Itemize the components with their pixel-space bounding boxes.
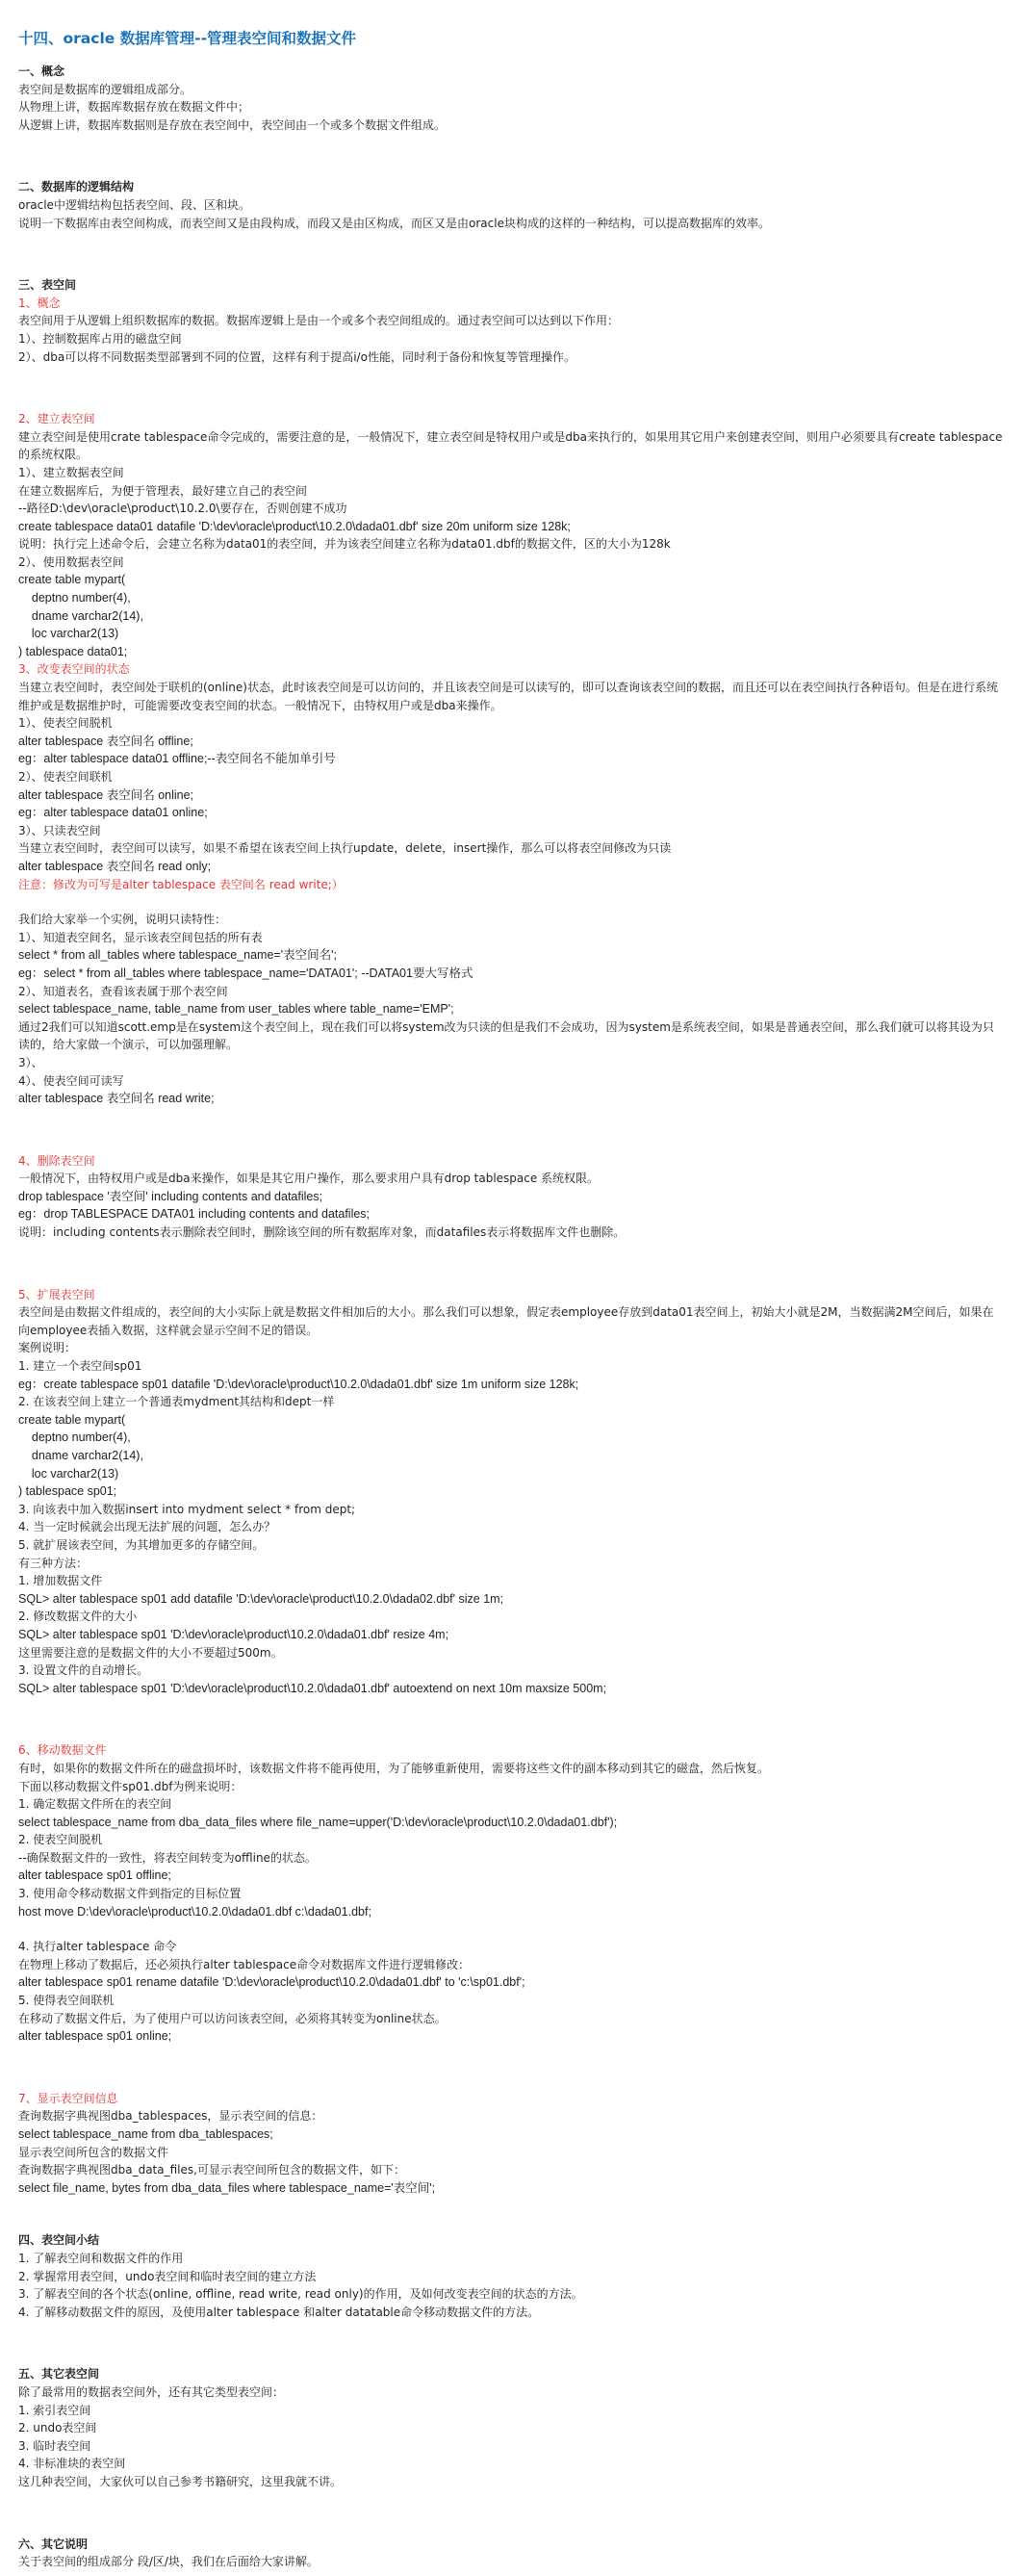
spacer [18, 2046, 1005, 2090]
subsection-heading: 6、移动数据文件 [18, 1743, 107, 1758]
subsection-change-state [18, 660, 1005, 1107]
subsection-body [18, 2107, 1005, 2197]
section-concept [18, 63, 1005, 134]
note-text: 注意：修改为可写是alter tablespace 表空间名 read write;） [18, 877, 344, 891]
subsection-body [18, 1760, 1005, 1920]
spacer [18, 1697, 1005, 1741]
text-line: select tablespace_name from dba_data_files where file_name=upper('D:\dev\oracle\product\10.2.0\dada01.dbf'); [18, 1815, 618, 1829]
article-title: 十四、oracle 数据库管理--管理表空间和数据文件 [18, 30, 357, 47]
section-heading: 四、表空间小结 [18, 2233, 100, 2248]
subsection-body [18, 911, 1005, 1108]
text-line: create table mypart( [18, 573, 126, 587]
text-line: 我们给大家举一个实例，说明只读特性： [18, 913, 227, 927]
text-line: eg：alter tablespace data01 offline;--表空间名不能加单引号 [18, 752, 336, 766]
text-line: alter tablespace 表空间名 read write; [18, 1092, 215, 1106]
text-line: 从物理上讲，数据库数据存放在数据文件中； [18, 100, 250, 115]
text-line: 5. 就扩展该表空间，为其增加更多的存储空间。 [18, 1537, 265, 1552]
subsection-show-info [18, 2090, 1005, 2198]
text-line: 4）、使表空间可读写 [18, 1073, 124, 1088]
subsection-heading: 4、删除表空间 [18, 1153, 95, 1168]
text-line: alter tablespace sp01 rename datafile 'D:\dev\oracle\product\10.2.0\dada01.dbf' to 'c:\sp01.dbf'; [18, 1975, 525, 1990]
text-line: 下面以移动数据文件sp01.dbf为例来说明： [18, 1779, 243, 1793]
text-line: 在物理上移动了数据后，还必须执行alter tablespace命令对数据库文件进行逻辑修改： [18, 1957, 471, 1971]
spacer [18, 1108, 1005, 1152]
text-line: 在移动了数据文件后，为了使用户可以访问该表空间，必须将其转变为online状态。 [18, 2011, 447, 2025]
text-line: select tablespace_name from dba_tablespaces; [18, 2127, 273, 2141]
subsection-body [18, 428, 1005, 661]
text-line: 当建立表空间时，表空间处于联机的(online)状态，此时该表空间是可以访问的，并且该表空间是可以读写的，即可以查询该表空间的数据，而且还可以在表空间执行各种语句。但是在进行系统维护或是数据维护时，可能需要改变表空间的状态。一般情况下，由特权用户或是dba来操作。 [18, 681, 998, 712]
text-line: 1. 建立一个表空间sp01 [18, 1359, 142, 1374]
section-tablespace [18, 276, 1005, 2197]
section-body [18, 81, 1005, 135]
text-line: 查询数据字典视图dba_tablespaces，显示表空间的信息： [18, 2109, 323, 2124]
text-line: loc varchar2(13) [18, 627, 119, 641]
text-line: 2. 使表空间脱机 [18, 1833, 103, 1847]
text-line: 2. undo表空间 [18, 2421, 97, 2435]
section-heading: 六、其它说明 [18, 2537, 89, 2551]
text-line: 3. 向该表中加入数据insert into mydment select * from dept; [18, 1502, 356, 1516]
text-line: 有时，如果你的数据文件所在的磁盘损坏时，该数据文件将不能再使用，为了能够重新使用，需要将这些文件的副本移动到其它的磁盘，然后恢复。 [18, 1761, 770, 1775]
subsection-heading: 1、概念 [18, 296, 61, 310]
subsection-body [18, 1938, 1005, 2046]
text-line: 4. 了解移动数据文件的原因，及使用alter tablespace 和alter datatable命令移动数据文件的方法。 [18, 2305, 540, 2319]
text-line: eg：alter tablespace data01 online; [18, 806, 208, 820]
text-line: 案例说明： [18, 1341, 77, 1355]
text-line: select tablespace_name, table_name from user_tables where table_name='EMP'; [18, 1002, 454, 1017]
text-line: 5. 使得表空间联机 [18, 1994, 115, 2008]
text-line: 2）、使表空间联机 [18, 770, 113, 784]
text-line: 从逻辑上讲，数据库数据则是存放在表空间中，表空间由一个或多个数据文件组成。 [18, 117, 447, 132]
subsection-body [18, 1303, 1005, 1697]
text-line: alter tablespace 表空间名 read only; [18, 859, 212, 873]
text-line: alter tablespace sp01 offline; [18, 1868, 171, 1883]
text-line: ) tablespace data01; [18, 644, 128, 658]
text-line: 4. 当一定时候就会出现无法扩展的问题，怎么办？ [18, 1520, 276, 1534]
text-line: 1）、使表空间脱机 [18, 716, 113, 731]
subsection-heading: 2、建立表空间 [18, 412, 95, 426]
spacer [18, 366, 1005, 410]
text-line: 关于表空间的组成部分 段/区/块，我们在后面给大家讲解。 [18, 2555, 319, 2569]
text-line: 1）、建立数据表空间 [18, 465, 124, 479]
subsection-body [18, 312, 1005, 366]
text-line: create tablespace data01 datafile 'D:\dev\oracle\product\10.2.0\dada01.dbf' size 20m uniform size 128k; [18, 519, 571, 533]
text-line: 1）、控制数据库占用的磁盘空间 [18, 331, 182, 346]
text-line: 1. 增加数据文件 [18, 1574, 103, 1588]
spacer [18, 1920, 1005, 1938]
text-line: 表空间是数据库的逻辑组成部分。 [18, 82, 192, 96]
text-line: dname varchar2(14), [18, 608, 143, 623]
text-line: 3）、只读表空间 [18, 823, 101, 837]
section-body [18, 2553, 1005, 2571]
text-line: 3. 了解表空间的各个状态(online, offline, read write, read only)的作用，及如何改变表空间的状态的方法。 [18, 2287, 583, 2302]
text-line: 显示表空间所包含的数据文件 [18, 2145, 169, 2159]
section-body [18, 196, 1005, 232]
text-line: loc varchar2(13) [18, 1466, 119, 1481]
text-line: 1）、知道表空间名，显示该表空间包括的所有表 [18, 930, 263, 944]
text-line: 2. 在该表空间上建立一个普通表mydment其结构和dept一样 [18, 1395, 335, 1409]
text-line: alter tablespace 表空间名 online; [18, 787, 194, 802]
subsection-body [18, 1170, 1005, 1241]
text-line: select file_name, bytes from dba_data_files where tablespace_name='表空间'; [18, 2180, 436, 2195]
text-line: 建立表空间是使用crate tablespace命令完成的，需要注意的是，一般情况下，建立表空间是特权用户或是dba来执行的，如果用其它用户来创建表空间，则用户必须要具有create tablespace的系统权限。 [18, 429, 1003, 462]
text-line: 当建立表空间时，表空间可以读写，如果不希望在该表空间上执行update，delete，insert操作，那么可以将表空间修改为只读 [18, 841, 672, 856]
section-heading: 五、其它表空间 [18, 2367, 100, 2382]
text-line: 3）、 [18, 1055, 43, 1069]
spacer [18, 1242, 1005, 1286]
text-line: 3. 设置文件的自动增长。 [18, 1663, 149, 1678]
subsection-heading: 7、显示表空间信息 [18, 2091, 118, 2105]
text-line: --路径D:\dev\oracle\product\10.2.0\要存在，否则创建不成功 [18, 502, 347, 516]
text-line: alter tablespace sp01 online; [18, 2029, 172, 2044]
text-line: 说明一下数据库由表空间构成，而表空间又是由段构成，而段又是由区构成，而区又是由oracle块构成的这样的一种结构，可以提高数据库的效率。 [18, 216, 770, 230]
text-line: eg：create tablespace sp01 datafile 'D:\dev\oracle\product\10.2.0\dada01.dbf' size 1m uniform size 128k; [18, 1377, 579, 1391]
text-line: 表空间用于从逻辑上组织数据库的数据。数据库逻辑上是由一个或多个表空间组成的。通过表空间可以达到以下作用： [18, 314, 620, 328]
text-line: --确保数据文件的一致性，将表空间转变为offline的状态。 [18, 1850, 317, 1865]
text-line: 一般情况下，由特权用户或是dba来操作，如果是其它用户操作，那么要求用户具有drop tablespace 系统权限。 [18, 1172, 600, 1186]
section-other-tablespaces [18, 2365, 1005, 2490]
section-logical-structure [18, 178, 1005, 232]
subsection-move-datafile [18, 1741, 1005, 2046]
text-line: select * from all_tables where tablespace_name='表空间名'; [18, 948, 337, 963]
text-line: host move D:\dev\oracle\product\10.2.0\dada01.dbf c:\dada01.dbf; [18, 1904, 371, 1919]
text-line: SQL> alter tablespace sp01 add datafile 'D:\dev\oracle\product\10.2.0\dada02.dbf' size 1m; [18, 1591, 504, 1606]
text-line: 4. 非标准块的表空间 [18, 2457, 126, 2471]
text-line: 说明：including contents表示删除表空间时，删除该空间的所有数据库对象，而datafiles表示将数据库文件也删除。 [18, 1225, 626, 1240]
text-line: deptno number(4), [18, 591, 131, 605]
text-line: 3. 使用命令移动数据文件到指定的目标位置 [18, 1887, 242, 1901]
text-line: 说明：执行完上述命令后，会建立名称为data01的表空间，并为该表空间建立名称为data01.dbf的数据文件，区的大小为128k [18, 537, 671, 552]
text-line: 4. 执行alter tablespace 命令 [18, 1940, 177, 1954]
text-line: 有三种方法： [18, 1556, 89, 1570]
text-line: 在建立数据库后，为便于管理表，最好建立自己的表空间 [18, 483, 308, 498]
text-line: 2）、dba可以将不同数据类型部署到不同的位置，这样有利于提高i/o性能，同时利于备份和恢复等管理操作。 [18, 349, 575, 364]
text-line: 1. 确定数据文件所在的表空间 [18, 1797, 172, 1812]
section-body [18, 2250, 1005, 2321]
text-line: eg：drop TABLESPACE DATA01 including contents and datafiles; [18, 1207, 371, 1222]
text-line: 2. 修改数据文件的大小 [18, 1610, 138, 1624]
text-line: 通过2我们可以知道scott.emp是在system这个表空间上，现在我们可以将system改为只读的但是我们不会成功，因为system是系统表空间，如果是普通表空间，那么我们就可以将其设为只读的，给大家做一个演示，可以加强理解。 [18, 1019, 994, 1052]
text-line: drop tablespace '表空间' including contents and datafiles; [18, 1189, 323, 1203]
section-summary [18, 2231, 1005, 2321]
subsection-drop [18, 1152, 1005, 1242]
text-line: ) tablespace sp01; [18, 1484, 117, 1499]
text-line: SQL> alter tablespace sp01 'D:\dev\oracle\product\10.2.0\dada01.dbf' autoextend on next 10m maxsize 500m; [18, 1681, 607, 1695]
subsection-concept [18, 295, 1005, 366]
subsection-create [18, 410, 1005, 660]
section-heading: 一、概念 [18, 64, 65, 78]
spacer [18, 893, 1005, 911]
text-line: 这几种表空间，大家伙可以自己参考书籍研究，这里我就不讲。 [18, 2474, 343, 2488]
subsection-body [18, 679, 1005, 876]
text-line: SQL> alter tablespace sp01 'D:\dev\oracle\product\10.2.0\dada01.dbf' resize 4m; [18, 1627, 449, 1641]
text-line: 除了最常用的数据表空间外，还有其它类型表空间： [18, 2384, 285, 2399]
section-other-notes [18, 2536, 1005, 2571]
text-line: create table mypart( [18, 1412, 126, 1427]
text-line: 这里需要注意的是数据文件的大小不要超过500m。 [18, 1645, 283, 1660]
text-line: 1. 索引表空间 [18, 2403, 91, 2417]
text-line: alter tablespace 表空间名 offline; [18, 734, 193, 748]
subsection-extend [18, 1286, 1005, 1698]
text-line: eg：select * from all_tables where tablespace_name='DATA01'; --DATA01要大写格式 [18, 966, 473, 980]
text-line: 3. 临时表空间 [18, 2438, 91, 2453]
text-line: deptno number(4), [18, 1430, 131, 1445]
text-line: 2. 掌握常用表空间，undo表空间和临时表空间的建立方法 [18, 2269, 317, 2283]
subsection-heading: 3、改变表空间的状态 [18, 662, 130, 677]
text-line: 2）、使用数据表空间 [18, 554, 124, 569]
text-line: 2）、知道表名，查看该表属于那个表空间 [18, 984, 228, 998]
section-body [18, 2383, 1005, 2491]
text-line: 查询数据字典视图dba_data_files,可显示表空间所包含的数据文件，如下： [18, 2163, 405, 2177]
text-line: oracle中逻辑结构包括表空间、段、区和块。 [18, 197, 250, 212]
text-line: dname varchar2(14), [18, 1449, 143, 1462]
section-heading: 三、表空间 [18, 278, 77, 293]
text-line: 表空间是由数据文件组成的，表空间的大小实际上就是数据文件相加后的大小。那么我们可以想象，假定表employee存放到data01表空间上，初始大小就是2M，当数据满2M空间后，如果在向employee表插入数据，这样就会显示空间不足的错误。 [18, 1305, 994, 1337]
section-heading: 二、数据库的逻辑结构 [18, 180, 135, 194]
text-line: 1. 了解表空间和数据文件的作用 [18, 2251, 184, 2265]
subsection-heading: 5、扩展表空间 [18, 1287, 95, 1301]
